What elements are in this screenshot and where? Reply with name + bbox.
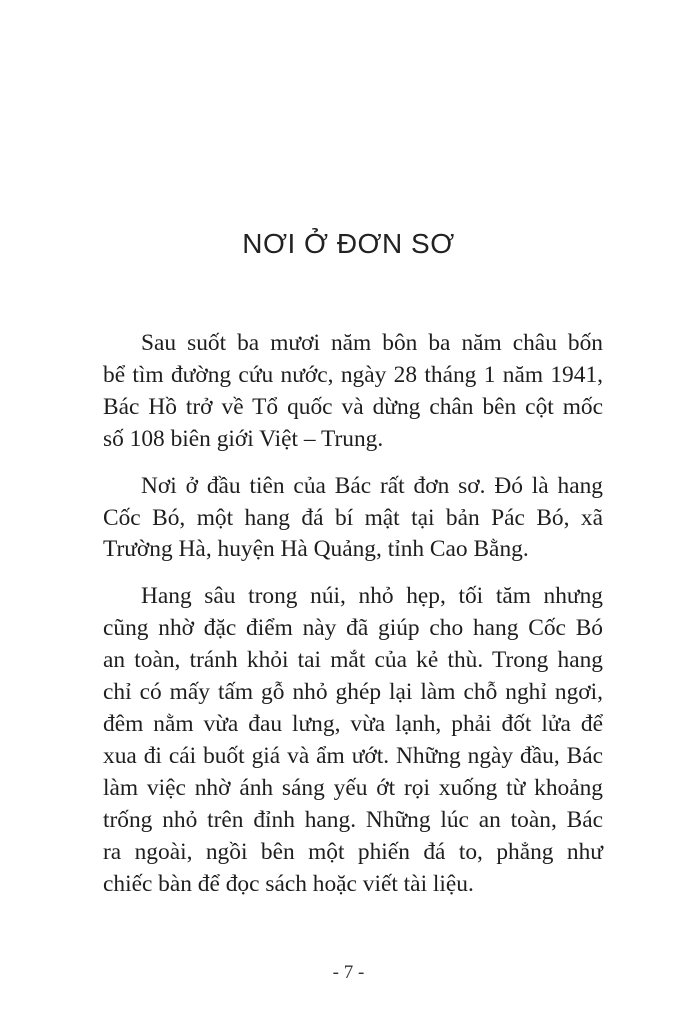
paragraph-1 xyxy=(103,328,603,456)
text-line: Nơi ở đầu tiên của Bác rất đơn sơ. Đó là hang xyxy=(141,472,603,499)
paragraph-2 xyxy=(103,471,603,567)
text-line: làm việc nhờ ánh sáng yếu ớt rọi xuống từ khoảng xyxy=(103,774,603,801)
chapter-title: NƠI Ở ĐƠN SƠ xyxy=(242,228,455,259)
text-line: Cốc Bó, một hang đá bí mật tại bản Pác Bó, xã xyxy=(103,504,603,531)
text-line: xua đi cái buốt giá và ẩm ướt. Những ngày đầu, Bác xyxy=(103,742,603,769)
text-line: trống nhỏ trên đỉnh hang. Những lúc an toàn, Bác xyxy=(103,806,603,833)
text-line: chỉ có mấy tấm gỗ nhỏ ghép lại làm chỗ nghỉ ngơi, xyxy=(103,679,603,706)
text-line: Sau suốt ba mươi năm bôn ba năm châu bốn xyxy=(141,330,603,356)
text-line: Trường Hà, huyện Hà Quảng, tỉnh Cao Bằng. xyxy=(103,536,529,563)
text-line: Hang sâu trong núi, nhỏ hẹp, tối tăm nhưng xyxy=(141,583,603,610)
body-text xyxy=(103,328,603,915)
text-line: cũng nhờ đặc điểm này đã giúp cho hang Cốc Bó xyxy=(103,615,603,642)
text-line: chiếc bàn để đọc sách hoặc viết tài liệu. xyxy=(103,870,474,897)
paragraph-3 xyxy=(103,581,603,900)
text-line: an toàn, tránh khỏi tai mắt của kẻ thù. Trong hang xyxy=(103,647,603,674)
text-line: bể tìm đường cứu nước, ngày 28 tháng 1 năm 1941, xyxy=(103,361,603,388)
text-line: đêm nằm vừa đau lưng, vừa lạnh, phải đốt lửa để xyxy=(103,710,603,737)
text-line: ra ngoài, ngồi bên một phiến đá to, phẳng như xyxy=(103,838,603,865)
text-line: số 108 biên giới Việt – Trung. xyxy=(103,425,384,452)
page-number: - 7 - xyxy=(332,962,365,983)
text-line: Bác Hồ trở về Tổ quốc và dừng chân bên cột mốc xyxy=(103,393,603,420)
